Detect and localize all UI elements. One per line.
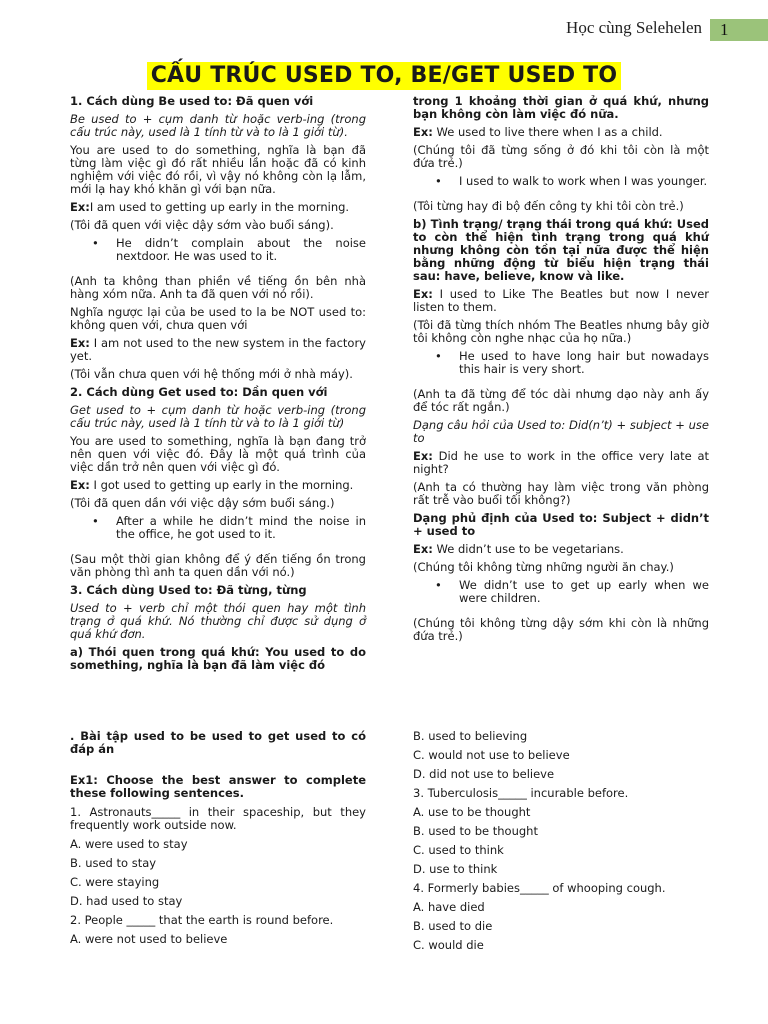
bullet-translation: (Anh ta không than phiền về tiếng ồn bên nhà hàng xóm nữa. Anh ta đã quen với nó rồi). (70, 274, 366, 301)
exercise-line: D. had used to stay (70, 894, 183, 908)
section-1-explanation: You are used to do something, nghĩa là bạn đã từng làm việc gì đó rất nhiều lần hoặc đã có kinh nghiệm với việc đó rồi, vì vậy nó không còn lạ lẫm, mới lạ hay khó khăn gì với bạn nữa. (70, 143, 366, 196)
exercise-line: D. use to think (413, 862, 498, 876)
exercise-line: A. were used to stay (70, 837, 188, 851)
section-3-formula: Used to + verb chỉ một thói quen hay một tình trạng ở quá khứ. Nó thường chỉ được sử dụng ở quá khứ đơn. (70, 601, 366, 641)
example-text: We used to live there when I as a child. (432, 125, 663, 139)
example-text: Did he use to work in the office very late at night? (413, 449, 709, 476)
example-label: Ex: (413, 287, 433, 301)
exercise-right-column (413, 730, 709, 958)
example-1 (70, 201, 366, 214)
bullet-translation: (Chúng tôi không từng dậy sớm khi còn là những đứa trẻ.) (413, 616, 709, 643)
section-1-heading: 1. Cách dùng Be used to: Đã quen với (70, 94, 314, 108)
example-text: I am not used to the new system in the factory yet. (70, 336, 366, 363)
example-3 (70, 479, 366, 492)
title-wrap (0, 62, 768, 90)
exercise-line: B. used to believing (413, 729, 528, 743)
exercise-line: C. would not use to believe (413, 748, 570, 762)
negative-explanation: Nghĩa ngược lại của be used to la be NOT used to: không quen với, chưa quen với (70, 305, 366, 332)
example-label: Ex: (413, 542, 433, 556)
exercise-line: C. would die (413, 938, 484, 952)
section-3b-heading: b) Tình trạng/ trạng thái trong quá khứ: Used to còn thể hiện tình trạng trong quá khứ nhưng không còn tồn tại nữa được thể hiện bằng những động từ biểu hiện trạng thái sau: have, believe, know và like. (413, 217, 709, 283)
exercise-line: 3. Tuberculosis_____ incurable before. (413, 786, 629, 800)
exercise-1-heading: Ex1: Choose the best answer to complete these following sentences. (70, 773, 366, 800)
example-text: I got used to getting up early in the morning. (89, 478, 354, 492)
exercise-line: B. used to be thought (413, 824, 538, 838)
example-6 (413, 450, 709, 476)
exercise-line: 1. Astronauts_____ in their spaceship, but they frequently work outside now. (70, 805, 366, 832)
example-label: Ex: (70, 478, 90, 492)
section-3-heading: 3. Cách dùng Used to: Đã từng, từng (70, 583, 307, 597)
exercise-line: C. were staying (70, 875, 160, 889)
section-2-heading: 2. Cách dùng Get used to: Dần quen với (70, 385, 328, 399)
exercise-line: 2. People _____ that the earth is round before. (70, 913, 334, 927)
example-2 (70, 337, 366, 363)
example-text: We didn’t use to be vegetarians. (432, 542, 624, 556)
example-label: Ex: (413, 125, 433, 139)
example-text: I am used to getting up early in the morning. (89, 200, 350, 214)
bullet-example: • I used to walk to work when I was younger. (413, 175, 709, 188)
example-5 (413, 288, 709, 314)
exercise-line: A. have died (413, 900, 485, 914)
exercise-line: 4. Formerly babies_____ of whooping cough. (413, 881, 666, 895)
example-2-translation: (Tôi vẫn chưa quen với hệ thống mới ở nhà máy). (70, 367, 353, 381)
example-text: I used to Like The Beatles but now I never listen to them. (413, 287, 709, 314)
example-5-translation: (Tôi đã từng thích nhóm The Beatles nhưng bây giờ tôi không còn nghe nhạc của họ nữa.) (413, 318, 709, 345)
bullet-translation: (Tôi từng hay đi bộ đến công ty khi tôi còn trẻ.) (413, 199, 684, 213)
negative-form: Dạng phủ định của Used to: Subject + didn’t + used to (413, 511, 709, 538)
exercise-heading: . Bài tập used to be used to get used to có đáp án (70, 729, 366, 756)
bullet-example: • He didn’t complain about the noise nextdoor. He was used to it. (70, 237, 366, 263)
right-column (413, 95, 709, 648)
example-4 (413, 126, 709, 139)
exercise-line: B. used to die (413, 919, 493, 933)
example-4-translation: (Chúng tôi đã từng sống ở đó khi tôi còn là một đứa trẻ.) (413, 143, 709, 170)
exercise-left-column (70, 730, 366, 952)
page-number: 1 (710, 19, 768, 41)
exercise-line: B. used to stay (70, 856, 157, 870)
section-2-formula: Get used to + cụm danh từ hoặc verb-ing (trong cấu trúc này, used là 1 tính từ và to là 1 giới từ) (70, 403, 366, 430)
question-form: Dạng câu hỏi của Used to: Did(n’t) + subject + use to (413, 418, 709, 445)
section-3a-continued: trong 1 khoảng thời gian ở quá khứ, nhưng bạn không còn làm việc đó nữa. (413, 94, 709, 121)
example-label: Ex: (70, 336, 90, 350)
example-3-translation: (Tôi đã quen dần với việc dậy sớm buổi sáng.) (70, 496, 335, 510)
exercise-line: A. were not used to believe (70, 932, 228, 946)
section-1-formula: Be used to + cụm danh từ hoặc verb-ing (trong cấu trúc này, used là 1 tính từ và to là 1 giới từ). (70, 112, 366, 139)
header-brand: Học cùng Selehelen (566, 18, 702, 37)
left-column (70, 95, 366, 677)
exercise-line: D. did not use to believe (413, 767, 555, 781)
example-6-translation: (Anh ta có thường hay làm việc trong văn phòng rất trễ vào buổi tối không?) (413, 480, 709, 507)
example-7-translation: (Chúng tôi không từng những người ăn chay.) (413, 560, 674, 574)
bullet-example: • We didn’t use to get up early when we were children. (413, 579, 709, 605)
example-1-translation: (Tôi đã quen với việc dậy sớm vào buổi sáng). (70, 218, 334, 232)
example-label: Ex: (70, 200, 90, 214)
exercise-line: C. used to think (413, 843, 504, 857)
section-3a-heading: a) Thói quen trong quá khứ: You used to do something, nghĩa là bạn đã làm việc đó (70, 645, 366, 672)
example-7 (413, 543, 709, 556)
section-2-explanation: You are used to something, nghĩa là bạn đang trở nên quen với việc đó. Đây là một quá trình của việc dần trở nên quen với việc gì đó. (70, 434, 366, 474)
bullet-example: • He used to have long hair but nowadays this hair is very short. (413, 350, 709, 376)
bullet-example: • After a while he didn’t mind the noise in the office, he got used to it. (70, 515, 366, 541)
example-label: Ex: (413, 449, 433, 463)
bullet-translation: (Sau một thời gian không để ý đến tiếng ồn trong văn phòng thì anh ta quen dần với nó.) (70, 552, 366, 579)
exercise-line: A. use to be thought (413, 805, 531, 819)
bullet-translation: (Anh ta đã từng để tóc dài nhưng dạo này anh ấy để tóc rất ngắn.) (413, 387, 709, 414)
page-title: CẤU TRÚC USED TO, BE/GET USED TO (147, 62, 622, 90)
